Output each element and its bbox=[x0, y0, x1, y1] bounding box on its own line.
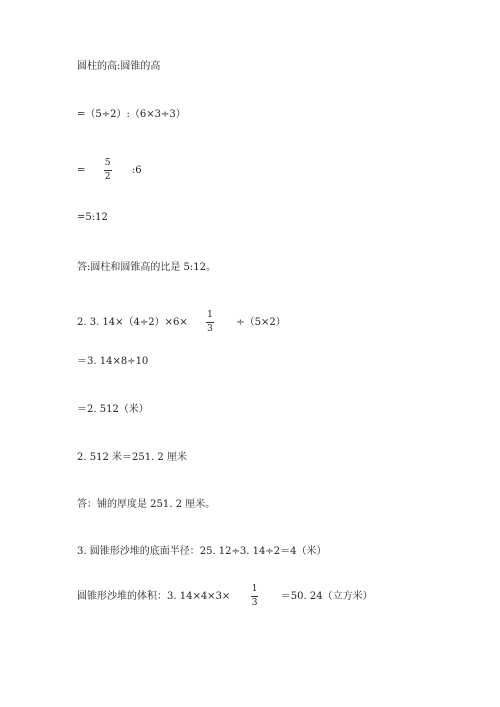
p1-fraction-denominator: 2 bbox=[104, 172, 111, 182]
p2-fraction-bar bbox=[206, 322, 214, 323]
p2-line1 bbox=[77, 310, 286, 335]
p3-fraction-numerator: 1 bbox=[251, 584, 258, 594]
p2-line2: ＝3. 14×8÷10 bbox=[77, 356, 149, 367]
p1-fraction bbox=[104, 158, 112, 183]
p1-fraction-bar bbox=[104, 170, 112, 171]
p3-fraction-denominator: 3 bbox=[251, 598, 258, 608]
p1-line4: =5:12 bbox=[77, 212, 108, 223]
p2-fraction bbox=[206, 310, 214, 335]
p2-line4: 2. 512 米＝251. 2 厘米 bbox=[77, 452, 187, 463]
p2-fraction-numerator: 1 bbox=[207, 310, 213, 320]
p3-line2 bbox=[77, 584, 373, 609]
p1-line1: 圆柱的高:圆锥的高 bbox=[77, 61, 161, 72]
p1-line2: =（5÷2）:（6×3÷3） bbox=[77, 109, 186, 120]
p1-answer: 答:圆柱和圆锥高的比是 5:12。 bbox=[77, 262, 217, 273]
p3-line2-suffix: ＝50. 24（立方米） bbox=[280, 591, 373, 602]
p1-line3 bbox=[77, 158, 142, 183]
p1-line3-suffix: :6 bbox=[131, 165, 142, 176]
p3-fraction bbox=[251, 584, 259, 609]
p2-line1-suffix: ÷（5×2） bbox=[236, 317, 286, 328]
p2-fraction-denominator: 3 bbox=[207, 324, 213, 334]
p2-answer: 答：铺的厚度是 251. 2 厘米。 bbox=[77, 499, 216, 510]
p2-line1-prefix: 2. 3. 14×（4÷2）×6× bbox=[77, 317, 188, 328]
p3-line1: 3. 圆锥形沙堆的底面半径：25. 12÷3. 14÷2＝4（米） bbox=[77, 546, 327, 557]
p1-fraction-numerator: 5 bbox=[104, 158, 111, 168]
p2-line3: ＝2. 512（米） bbox=[77, 404, 149, 415]
p3-fraction-bar bbox=[251, 596, 259, 597]
p1-line3-prefix: = bbox=[77, 165, 86, 176]
p3-line2-prefix: 圆锥形沙堆的体积：3. 14×4×3× bbox=[77, 591, 231, 602]
